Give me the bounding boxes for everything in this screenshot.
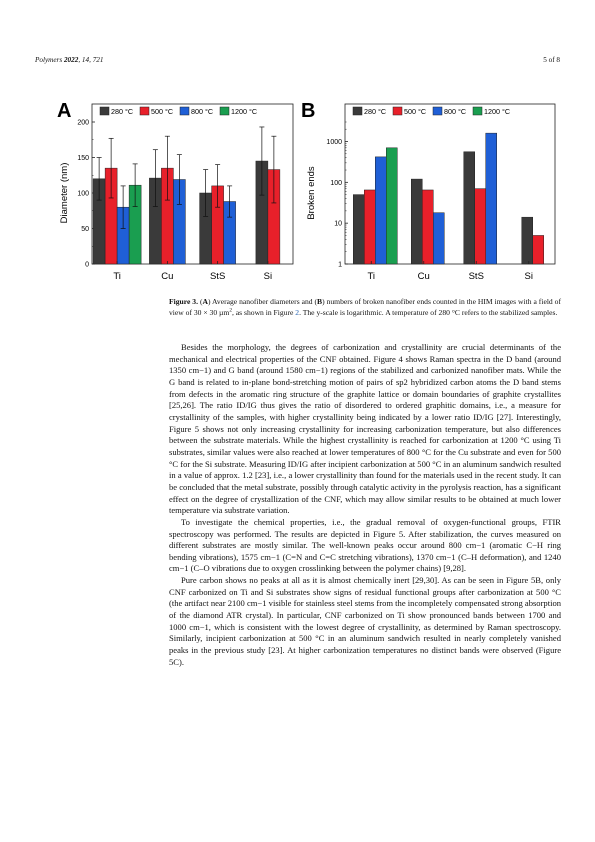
bar bbox=[486, 133, 497, 264]
x-tick-label: StS bbox=[468, 271, 484, 282]
paragraph: To investigate the chemical properties, i.e., the gradual removal of oxygen-functional groups, FTIR spectroscopy was performed. The results are depicted in Figure 5. After stabilization, the curves measured on different substrates are mostly similar. The well-known peaks occur around 800 cm−1 (aromatic C−H ring bending vibrations), 1575 cm−1 (C=N and C=C stretching vibrations), 1370 cm−1 (C–H deformation), and 1240 cm−1 (C–O vibrations due to oxygen crosslinking between the polymer chains) [9,28]. bbox=[169, 516, 561, 574]
legend-label: 800 °C bbox=[191, 106, 214, 116]
y-tick-label: 1000 bbox=[326, 138, 342, 146]
bar bbox=[375, 157, 386, 264]
legend-label: 500 °C bbox=[404, 106, 427, 116]
y-tick-label: 0 bbox=[85, 261, 89, 269]
figure-caption bbox=[169, 296, 561, 319]
x-tick-label: Si bbox=[524, 271, 533, 282]
y-tick-label: 100 bbox=[77, 190, 89, 198]
legend-label: 280 °C bbox=[364, 106, 387, 116]
legend-swatch bbox=[100, 107, 109, 115]
caption-part: . The y-scale is logarithmic. A temperature of 280 °C refers to the stabilized samples. bbox=[299, 308, 558, 318]
legend-swatch bbox=[353, 107, 362, 115]
paragraph: Pure carbon shows no peaks at all as it is almost chemically inert [29,30]. As can be seen in Figure 5B, only CNF carbonized on Ti and Si substrates show signs of residual functional groups after carbonization at 500 °C (the artifact near 2100 cm−1 visible for stainless steel stems from the incompletely compensated strong absorption of the diamond ATR crystal). In particular, CNF carbonized on Ti show pronounced bands between 1700 and 1000 cm−1, which is consistent with the lowest degree of crystallinity, as determined by Raman spectroscopy. Similarly, incipient carbonization at 500 °C in an aluminum sandwich resulted in nearly completely vanished peaks in the previous study [23]. At higher carbonization temperatures no distinct bands were observed (Figure 5C). bbox=[169, 575, 561, 667]
x-tick-label: Ti bbox=[367, 271, 376, 282]
bar bbox=[522, 217, 533, 264]
paragraph: Besides the morphology, the degrees of carbonization and crystallinity are crucial determinants of the mechanical and electrical properties of the CNF obtained. Figure 4 shows Raman spectra in the D band (around 1350 cm−1) and G band (around 1580 cm−1) regions of the stabilized and carbonized nanofiber mats. While the G band is related to in-plane bond-stretching motion of pairs of sp2 hybridized carbon atoms the D band stems from defects in the aromatic ring structure of the graphite lattice or domain boundaries of graphite crystallites [25,26]. The ratio ID/IG thus gives the ratio of disordered to ordered graphitic domains, i.e., a measure for crystallinity of the samples, with higher crystallinity being indicated by a lower ratio ID/IG [27]. Interestingly, Figure 5 shows not only increasing crystallinity for increasing carbonization temperature, but also differences between the substrate materials. While the highest crystallinity is reached for carbonization at 1200 °C using Ti substrates, similar values were also reached at lower temperatures of 800 °C for the Cu substrate and even for 500 °C for the Si substrate. Measuring ID/IG after incipient carbonization at 500 °C in an aluminum sandwich resulted in a value of approx. 1.2 [23], i.e., a lower crystallinity than found for the materials used in the recent study. It can be concluded that the metal substrate, possibly through catalytic activity in the pyrolysis reaction, has a significant effect on the degree of crystallization of the CNF, which may allow similar results to be obtained at much lower temperature via substrate variation. bbox=[169, 342, 561, 516]
x-tick-label: Ti bbox=[113, 271, 121, 282]
y-tick-label: 100 bbox=[330, 179, 342, 187]
figure-3 bbox=[55, 95, 555, 295]
legend-label: 280 °C bbox=[111, 106, 134, 116]
x-tick-label: Si bbox=[263, 271, 273, 282]
legend-label: 1200 °C bbox=[231, 106, 258, 116]
legend-label: 1200 °C bbox=[484, 106, 511, 116]
journal-name: Polymers bbox=[35, 56, 63, 64]
caption-sup: 2 bbox=[229, 307, 232, 314]
bar bbox=[386, 148, 397, 264]
panel-label: B bbox=[301, 100, 316, 122]
bar bbox=[533, 235, 544, 264]
page-header bbox=[35, 56, 560, 68]
y-tick-label: 200 bbox=[77, 119, 89, 127]
legend-swatch bbox=[140, 107, 149, 115]
bar bbox=[464, 152, 475, 264]
legend-swatch bbox=[473, 107, 482, 115]
chart-panel-a bbox=[55, 95, 295, 295]
legend-swatch bbox=[393, 107, 402, 115]
x-tick-label: Cu bbox=[161, 271, 174, 282]
caption-part: ) Average nanofiber diameters and ( bbox=[207, 297, 318, 306]
y-tick-label: 10 bbox=[334, 220, 342, 228]
x-tick-label: Cu bbox=[417, 271, 430, 282]
y-axis-label: Diameter (nm) bbox=[59, 162, 70, 224]
bar bbox=[353, 195, 364, 264]
caption-part: ) numbers of broken nanofiber ends counted in the HIM images with a field of view of 30 × 30 µm bbox=[169, 297, 561, 318]
caption-part: , as shown in Figure bbox=[232, 308, 296, 318]
journal-volume: , 14, 721 bbox=[78, 56, 104, 64]
caption-part: ( bbox=[198, 297, 203, 306]
body-text bbox=[169, 342, 561, 668]
journal-citation bbox=[35, 56, 103, 64]
panel-label: A bbox=[57, 100, 72, 122]
y-tick-label: 50 bbox=[81, 226, 89, 233]
y-axis-label: Broken ends bbox=[306, 166, 317, 220]
bar bbox=[475, 189, 486, 264]
bar bbox=[422, 190, 433, 264]
figure-link[interactable]: 2 bbox=[295, 308, 300, 318]
chart-panel-b bbox=[299, 95, 557, 295]
caption-part: B bbox=[317, 297, 323, 306]
bar bbox=[433, 213, 444, 264]
legend-label: 500 °C bbox=[151, 106, 174, 116]
bar bbox=[411, 179, 422, 264]
y-tick-label: 150 bbox=[77, 155, 89, 162]
caption-label: Figure 3. bbox=[169, 297, 199, 306]
legend-label: 800 °C bbox=[444, 106, 467, 116]
legend-swatch bbox=[180, 107, 189, 115]
journal-year: 2022 bbox=[63, 56, 79, 64]
legend-swatch bbox=[433, 107, 442, 115]
x-tick-label: StS bbox=[209, 271, 226, 282]
legend-swatch bbox=[220, 107, 229, 115]
caption-part: A bbox=[202, 297, 208, 306]
bar bbox=[364, 190, 375, 264]
y-tick-label: 1 bbox=[338, 261, 342, 269]
page-number: 5 of 8 bbox=[543, 56, 560, 64]
